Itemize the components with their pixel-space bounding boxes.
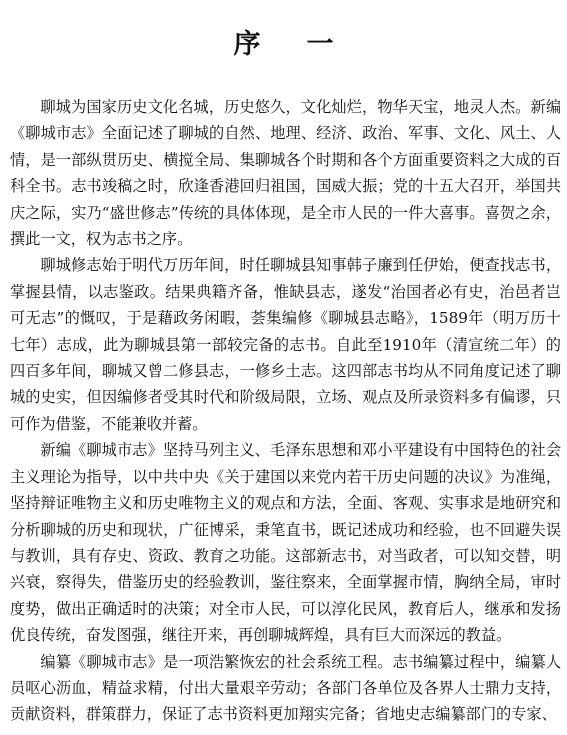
preface-title <box>0 22 567 61</box>
title-char-1: 序 <box>233 29 261 60</box>
title-char-2: 一 <box>306 29 334 60</box>
paragraph-3: 新编《聊城市志》坚持马列主义、毛泽东思想和邓小平建设有中国特色的社会主义理论为指导，以中共中央《关于建国以来党内若干历史问题的决议》为准绳，坚持辩证唯物主义和历史唯物主义的观点和方法，全面、客观、实事求是地研究和分析聊城的历史和现状，广征博采，秉笔直书，既记述成功和经验，也不回避失误与教训，具有存史、资政、教育之功能。这部新志书，对当政者，可以知交替，明兴衰，察得失，借鉴历史的经验教训，鉴往察来，全面掌握市情，胸纳全局，审时度势，做出正确适时的决策；对全市人民，可以淳化民风，教育后人，继承和发扬优良传统，奋发图强，继往开来，再创聊城辉煌，具有巨大而深远的教益。 <box>10 441 561 645</box>
paragraph-2: 聊城修志始于明代万历年间，时任聊城县知事韩子廉到任伊始，便查找志书，掌握县情，以志鉴政。结果典籍齐备，惟缺县志，遂发“治国者必有史，治邑者岂可无志”的慨叹，于是藉政务闲暇，荟集编修《聊城县志略》，1589年（明万历十七年）志成，此为聊城县第一部较完备的志书。自此至1910年（清宣统二年）的四百多年间，聊城又曾二修县志，一修乡土志。这四部志书均从不同角度记述了聊城的史实，但因编修者受其时代和阶级局限，立场、观点及所录资料多有偏谬，只可作为借鉴，不能兼收并蓄。 <box>10 256 561 433</box>
body-text <box>10 94 561 728</box>
paragraph-4: 编纂《聊城市志》是一项浩繁恢宏的社会系统工程。志书编纂过程中，编纂人员呕心沥血，精益求精，付出大量艰辛劳动；各部门各单位及各界人士鼎力支持，贡献资料，群策群力，保证了志书资料更加翔实完备；省地史志编纂部门的专家、 <box>10 652 561 724</box>
paragraph-1: 聊城为国家历史文化名城，历史悠久，文化灿烂，物华天宝，地灵人杰。新编《聊城市志》全面记述了聊城的自然、地理、经济、政治、军事、文化、风土、人情，是一部纵贯历史、横搅全局、集聊城各个时期和各个方面重要资料之大成的百科全书。志书竣稿之时，欣逢香港回归祖国，国威大振；党的十五大召开，举国共庆之际，实乃“盛世修志”传统的具体体现，是全市人民的一件大喜事。喜贺之余，撰此一文，权为志书之序。 <box>10 98 561 249</box>
